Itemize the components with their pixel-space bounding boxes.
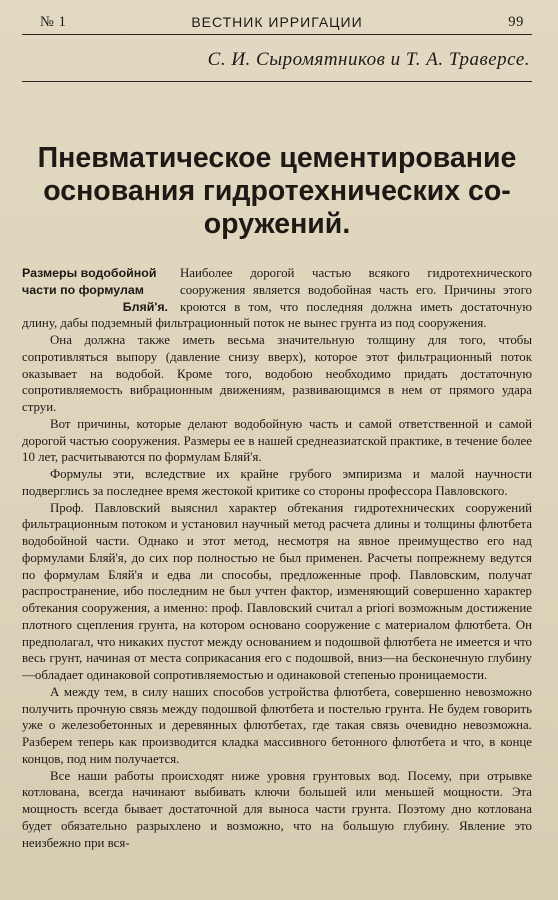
running-header [22, 0, 532, 35]
byline-rule [22, 81, 532, 82]
title-line: оружений. [203, 208, 351, 240]
paragraph: Формулы эти, вследствие их крайне грубого эмпиризма и малой научности подверглись за последнее время жестокой критике со стороны профессора Павловского. [22, 467, 532, 498]
paragraph: Вот причины, которые делают водобойную часть и самой ответственной и самой дорогой частью сооружения. Размеры ее в нашей среднеазиатской практике, в течение более 10 лет, расчитываются по формулам Бляй'я. [22, 416, 532, 465]
side-heading-line: части по формулам [22, 282, 144, 297]
paragraph: Наиболее дорогой частью всякого гидротехнического сооружения является водобойная часть его. Причины этого кроются в том, что последняя должна иметь достаточную длину, дабы подземный фильтрационный поток не вынес грунта из под сооружения. [22, 266, 532, 331]
article-body [22, 265, 532, 851]
page-number: 99 [508, 14, 524, 30]
issue-number: № 1 [40, 14, 67, 30]
side-heading-line: Бляй'я. [122, 299, 168, 314]
article-title [22, 142, 532, 241]
paragraph: А между тем, в силу наших способов устройства флютбета, совершенно невозможно получить прочную связь между подошвой флютбета и постелью грунта. Не будем говорить уже о железобетонных и деревянных флютбетах, где такая связь очевидно невозможна. Разберем теперь как производится кладка массивного бетонного флютбета и что, в конце концов, под ним получается. [22, 684, 532, 766]
paragraph: Она должна также иметь весьма значительную толщину для того, чтобы сопротивляться выпору (давление снизу вверх), которое этот фильтрационный поток оказывает на водобой. Кроме того, водобою необходимо придать достаточную сопротивляемость вибрационным движениям, развивающимся в нем от прямого удара струи. [22, 333, 532, 414]
side-heading-line: Размеры водобойной [22, 266, 157, 280]
title-line: Пневматическое цементирование [37, 142, 517, 174]
author-byline: С. И. Сыромятников и Т. А. Траверсе. [207, 49, 530, 70]
side-heading [22, 265, 174, 315]
paragraph: Проф. Павловский выяснил характер обтекания гидротехнических сооружений фильтрационным потоком и установил научный метод расчета длины и толщины флютбета водобойной части. Однако и этот метод, несмотря на явное преимущество его над формулами Бляй'я, до сих пор полностью не был применен. Расчеты попрежнему ведутся по формулам Бляй'я и едва ли способы, предложенные проф. Павловским, получат распространение, ибо последним не был учтен фактор, изменяющий совершенно характер обтекания сооружения, а именно: проф. Павловский считал а priori возможным достижение плотного сцепления грунта, на котором основано сооружение с материалом флютбета. Он предполагал, что никаких пустот между основанием и подошвой флютбета не имеется и что весь грунт, начиная от места соприкасания его с подошвой, вниз—на бесконечную глубину—обладает одинаковой сопротивляемостью и одинаковой степенью проницаемости. [22, 500, 532, 682]
journal-title: ВЕСТНИК ИРРИГАЦИИ [191, 14, 363, 30]
title-line: основания гидротехнических со- [43, 175, 511, 207]
paragraph: Все наши работы происходят ниже уровня грунтовых вод. Посему, при отрывке котлована, всегда начинают выбивать ключи большей или меньшей мощности. Эта мощность всегда бывает достаточной для выноса части грунта. Поэтому дно котлована будет обязательно разрыхлено и возможно, что на большую глубину. Явление это неизбежно при вся- [22, 768, 532, 850]
